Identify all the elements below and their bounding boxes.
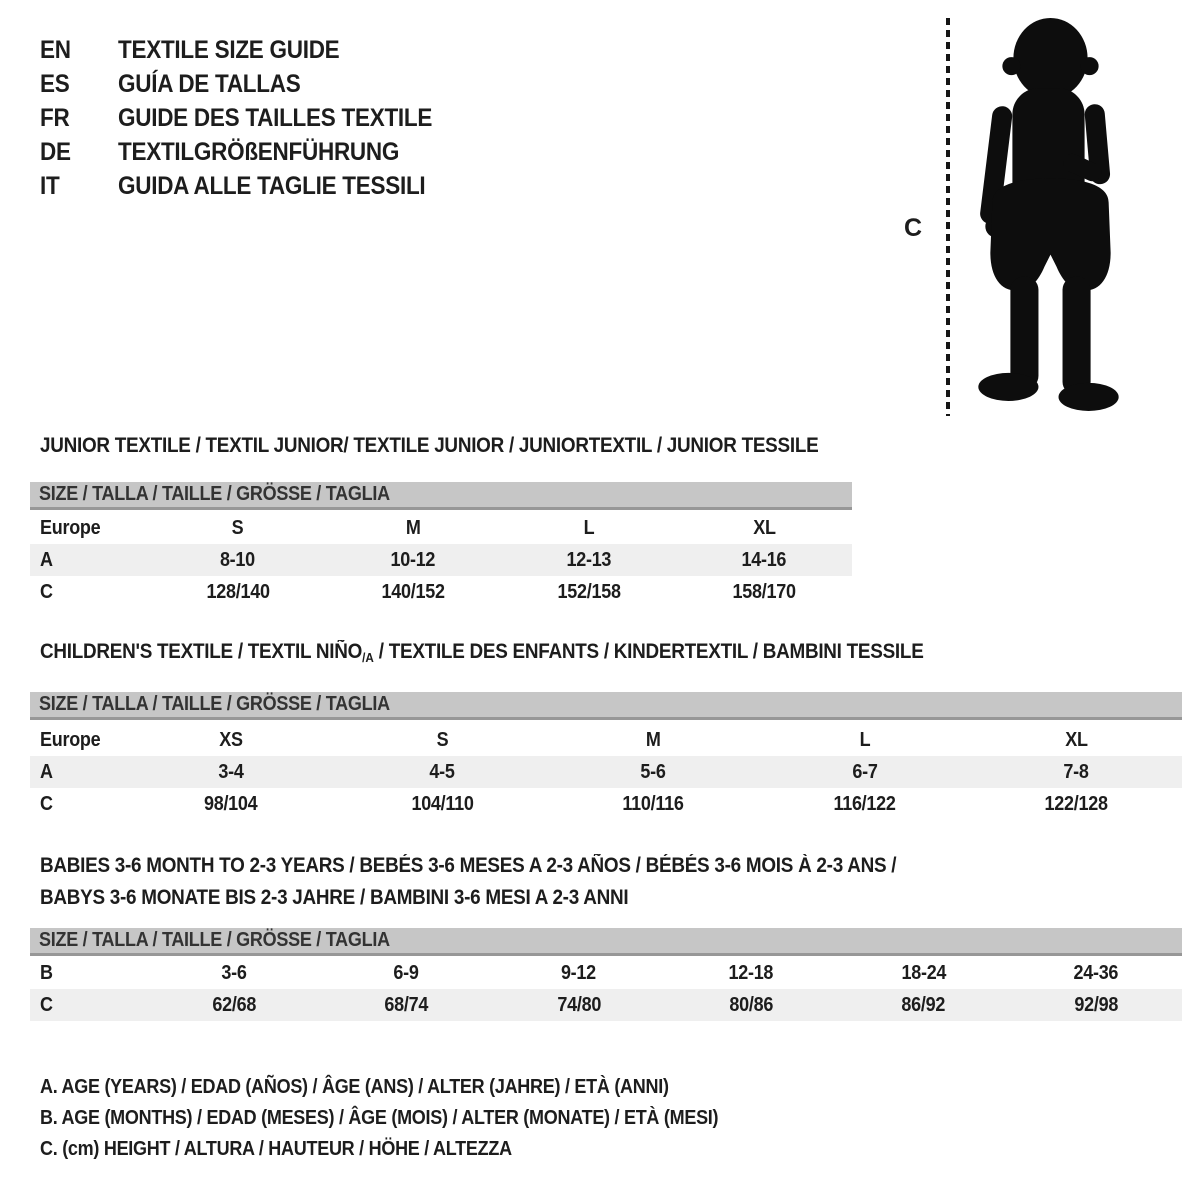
legend-line-a-text: A. AGE (YEARS) / EDAD (AÑOS) / ÂGE (ANS) / ALTER (JAHRE) / ETÀ (ANNI) <box>40 1076 669 1098</box>
legend-line-c-text: C. (cm) HEIGHT / ALTURA / HAUTEUR / HÖHE / ALTEZZA <box>40 1138 512 1160</box>
table-cell: 116/122 <box>833 792 896 815</box>
junior-size-header-bar <box>30 482 852 510</box>
table-row <box>30 957 1182 989</box>
size-header-label: SIZE / TALLA / TAILLE / GRÖSSE / TAGLIA <box>39 693 390 715</box>
language-code: FR <box>40 103 70 132</box>
table-cell: 92/98 <box>1073 993 1118 1016</box>
table-cell: 86/92 <box>901 993 946 1016</box>
language-code: DE <box>40 137 71 166</box>
children-size-table <box>30 724 1182 820</box>
table-cell: 140/152 <box>381 580 445 603</box>
table-row <box>30 544 852 576</box>
language-title-list <box>40 33 467 203</box>
babies-title-line1: BABIES 3-6 MONTH TO 2-3 YEARS / BEBÉS 3-6 MESES A 2-3 AÑOS / BÉBÉS 3-6 MOIS À 2-3 ANS / <box>40 854 897 877</box>
measure-legend <box>40 1072 794 1165</box>
table-cell: 5-6 <box>640 760 667 783</box>
toddler-silhouette-icon <box>964 14 1140 420</box>
table-cell: 14-16 <box>741 548 787 571</box>
size-header-label: SIZE / TALLA / TAILLE / GRÖSSE / TAGLIA <box>39 483 390 505</box>
table-cell: XS <box>218 728 243 751</box>
legend-line-b <box>40 1103 794 1134</box>
table-cell: 152/158 <box>557 580 621 603</box>
table-cell: 4-5 <box>429 760 455 783</box>
table-cell: L <box>859 728 871 751</box>
table-row <box>30 756 1182 788</box>
table-cell: S <box>231 516 244 539</box>
table-cell: L <box>583 516 595 539</box>
table-cell: 3-4 <box>218 760 244 783</box>
table-row <box>30 788 1182 820</box>
table-cell: 98/104 <box>203 792 258 815</box>
table-row <box>30 576 852 608</box>
table-row <box>30 512 852 544</box>
table-cell: S <box>436 728 448 751</box>
list-item <box>40 67 467 101</box>
row-label: A <box>40 548 53 571</box>
list-item <box>40 101 467 135</box>
table-cell: XL <box>1065 728 1088 751</box>
table-cell: 7-8 <box>1063 760 1089 783</box>
language-code: EN <box>40 35 71 64</box>
table-cell: 6-9 <box>393 961 420 984</box>
row-label: Europe <box>40 516 101 539</box>
table-cell: 8-10 <box>220 548 256 571</box>
guide-title-it: GUIDA ALLE TAGLIE TESSILI <box>118 171 426 200</box>
table-cell: 9-12 <box>561 961 597 984</box>
table-cell: 74/80 <box>556 993 601 1016</box>
table-cell: 3-6 <box>221 961 247 984</box>
babies-title-line2: BABYS 3-6 MONATE BIS 2-3 JAHRE / BAMBINI 3-6 MESI A 2-3 ANNI <box>40 886 629 909</box>
table-cell: 122/128 <box>1044 792 1108 815</box>
table-cell: 6-7 <box>852 760 878 783</box>
row-label: Europe <box>40 728 101 751</box>
table-cell: 158/170 <box>732 580 796 603</box>
list-item <box>40 135 467 169</box>
row-label: C <box>40 993 53 1016</box>
children-section-title-text <box>40 640 924 665</box>
table-cell: 24-36 <box>1073 961 1119 984</box>
table-cell: 110/116 <box>622 792 685 815</box>
children-section-title <box>40 640 1022 665</box>
children-size-header-bar <box>30 692 1182 720</box>
junior-size-table <box>30 512 852 608</box>
row-label: A <box>40 760 53 783</box>
babies-size-header-bar <box>30 928 1182 956</box>
table-cell: 10-12 <box>390 548 436 571</box>
junior-section-title-text: JUNIOR TEXTILE / TEXTIL JUNIOR/ TEXTILE JUNIOR / JUNIORTEXTIL / JUNIOR TESSILE <box>40 434 819 457</box>
table-cell: 104/110 <box>411 792 474 815</box>
list-item <box>40 33 467 67</box>
table-cell: 12-13 <box>566 548 612 571</box>
table-row <box>30 724 1182 756</box>
legend-line-c <box>40 1134 794 1165</box>
guide-title-en: TEXTILE SIZE GUIDE <box>118 35 340 64</box>
language-code: ES <box>40 69 70 98</box>
babies-size-table <box>30 957 1182 1021</box>
children-title-subscript: /A <box>362 650 374 665</box>
size-header-label: SIZE / TALLA / TAILLE / GRÖSSE / TAGLIA <box>39 929 390 951</box>
row-label: C <box>40 580 53 603</box>
language-code: IT <box>40 171 60 200</box>
guide-title-fr: GUIDE DES TAILLES TEXTILE <box>118 103 433 132</box>
babies-section-title <box>40 850 991 914</box>
height-measure-line <box>946 18 950 416</box>
children-title-pre: CHILDREN'S TEXTILE / TEXTIL NIÑO <box>40 640 363 663</box>
junior-section-title <box>40 434 905 457</box>
table-cell: 80/86 <box>729 993 774 1016</box>
list-item <box>40 169 467 203</box>
legend-line-b-text: B. AGE (MONTHS) / EDAD (MESES) / ÂGE (MOIS) / ALTER (MONATE) / ETÀ (MESI) <box>40 1107 719 1129</box>
table-cell: XL <box>753 516 776 539</box>
row-label: B <box>40 961 53 984</box>
table-row <box>30 989 1182 1021</box>
legend-line-a <box>40 1072 794 1103</box>
guide-title-de: TEXTILGRÖßENFÜHRUNG <box>118 137 400 166</box>
height-measure-label: C <box>904 214 923 242</box>
table-cell: 62/68 <box>212 993 257 1016</box>
table-cell: 12-18 <box>728 961 774 984</box>
table-cell: 128/140 <box>206 580 270 603</box>
table-cell: M <box>646 728 661 751</box>
table-cell: 68/74 <box>384 993 429 1016</box>
table-cell: 18-24 <box>901 961 946 984</box>
table-cell: M <box>405 516 421 539</box>
children-title-post: / TEXTILE DES ENFANTS / KINDERTEXTIL / BAMBINI TESSILE <box>373 640 924 663</box>
row-label: C <box>40 792 53 815</box>
guide-title-es: GUÍA DE TALLAS <box>118 69 301 98</box>
